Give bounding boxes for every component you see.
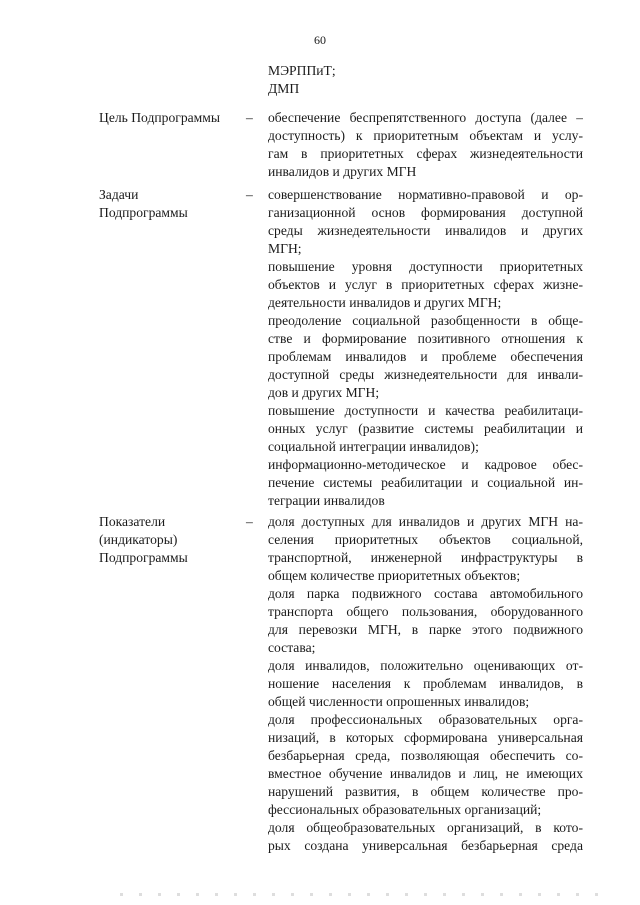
goal-line: обеспечение беспрепятственного доступа (далее – bbox=[268, 110, 583, 125]
tasks-line: МГН; bbox=[268, 241, 302, 256]
indicators-line: фессиональных образовательных организаций; bbox=[268, 802, 542, 817]
tasks-label: Задачи bbox=[99, 187, 139, 202]
indicators-line: доля инвалидов, положительно оценивающих от- bbox=[268, 658, 583, 673]
tasks-line: информационно-методическое и кадровое обес- bbox=[268, 457, 583, 472]
page-number: 60 bbox=[314, 33, 326, 47]
tasks-line: онных услуг (развитие системы реабилитации и bbox=[268, 421, 583, 436]
tasks-line: среды жизнедеятельности инвалидов и других bbox=[268, 223, 583, 238]
indicators-line: транспортной, инженерной инфраструктуры в bbox=[268, 550, 583, 565]
indicators-line: рых создана универсальная безбарьерная среда bbox=[268, 838, 583, 853]
indicators-label: Показатели bbox=[99, 514, 166, 529]
tasks-line: стве и формирование позитивного отношения к bbox=[268, 331, 583, 346]
indicators-line: общей численности опрошенных инвалидов; bbox=[268, 694, 530, 709]
tasks-line: ганизационной основ формирования доступной bbox=[268, 205, 583, 220]
indicators-line: вместное обучение инвалидов и лиц, не имеющих bbox=[268, 766, 583, 781]
tasks-line: преодоление социальной разобщенности в обще- bbox=[268, 313, 583, 328]
tasks-line: повышение доступности и качества реабилитаци- bbox=[268, 403, 583, 418]
indicators-line: безбарьерная среда, позволяющая обеспечить со- bbox=[268, 748, 583, 763]
scan-artifact-line bbox=[120, 893, 610, 896]
indicators-line: общем количестве приоритетных объектов; bbox=[268, 568, 521, 583]
indicators-dash: – bbox=[246, 514, 253, 529]
tasks-line: дов и других МГН; bbox=[268, 385, 380, 400]
intro-line: ДМП bbox=[268, 81, 300, 96]
goal-line: гам в приоритетных сферах жизнедеятельности bbox=[268, 146, 583, 161]
intro-line: МЭРППиТ; bbox=[268, 63, 336, 78]
indicators-line: доля общеобразовательных организаций, в кото- bbox=[268, 820, 583, 835]
goal-line: доступность) к приоритетным объектам и услу- bbox=[268, 128, 583, 143]
tasks-label: Подпрограммы bbox=[99, 205, 188, 220]
indicators-line: доля профессиональных образовательных орга- bbox=[268, 712, 583, 727]
tasks-line: совершенствование нормативно-правовой и ор- bbox=[268, 187, 583, 202]
indicators-line: ношение населения к проблемам инвалидов, в bbox=[268, 676, 583, 691]
indicators-line: для перевозки МГН, в парке этого подвижного bbox=[268, 622, 583, 637]
tasks-dash: – bbox=[246, 187, 253, 202]
indicators-line: селения приоритетных объектов социальной, bbox=[268, 532, 583, 547]
goal-label: Цель Подпрограммы bbox=[99, 110, 220, 125]
indicators-line: доля доступных для инвалидов и других МГН на- bbox=[268, 514, 583, 529]
goal-line: инвалидов и других МГН bbox=[268, 164, 417, 179]
indicators-line: состава; bbox=[268, 640, 316, 655]
indicators-line: низаций, в которых сформирована универсальная bbox=[268, 730, 583, 745]
indicators-line: транспорта общего пользования, оборудованного bbox=[268, 604, 583, 619]
tasks-line: повышение уровня доступности приоритетных bbox=[268, 259, 583, 274]
goal-dash: – bbox=[246, 110, 253, 125]
indicators-label: Подпрограммы bbox=[99, 550, 188, 565]
tasks-line: социальной интеграции инвалидов); bbox=[268, 439, 479, 454]
indicators-line: нарушений развития, в общем количестве про- bbox=[268, 784, 583, 799]
tasks-line: доступной среды жизнедеятельности для инвали- bbox=[268, 367, 583, 382]
tasks-line: объектов и услуг в приоритетных сферах жизне- bbox=[268, 277, 583, 292]
tasks-line: печение системы реабилитации и социальной ин- bbox=[268, 475, 583, 490]
tasks-line: деятельности инвалидов и других МГН; bbox=[268, 295, 502, 310]
indicators-label: (индикаторы) bbox=[99, 532, 178, 547]
tasks-line: проблемам инвалидов и проблеме обеспечения bbox=[268, 349, 583, 364]
indicators-line: доля парка подвижного состава автомобильного bbox=[268, 586, 583, 601]
tasks-line: теграции инвалидов bbox=[268, 493, 385, 508]
